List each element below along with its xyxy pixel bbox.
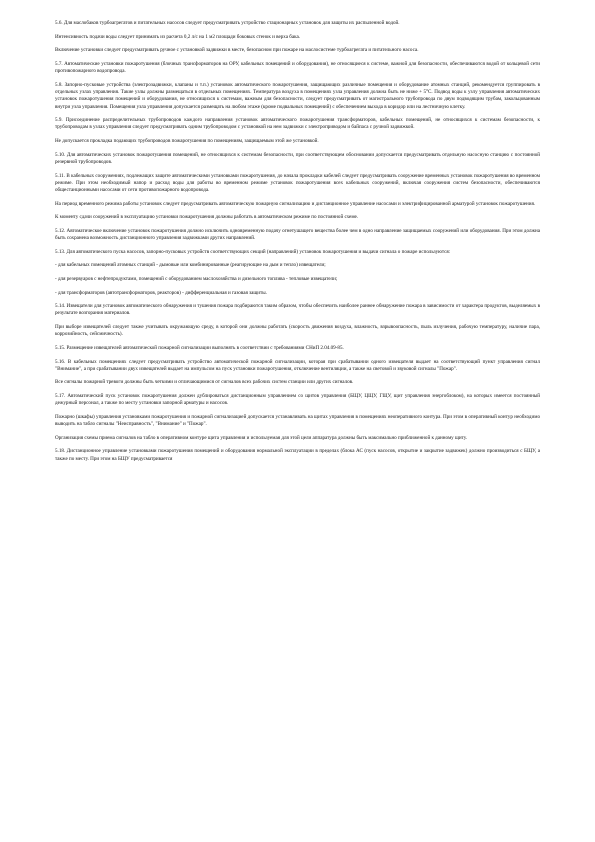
paragraph-5-10: 5.10. Для автоматических установок пожаротушения помещений, не относящихся к системам безопасности, при соответствующем обосновании допускается предусматривать отдельную насосную станцию с постоянной резервной трубопроводов. xyxy=(55,151,540,165)
paragraph-5-13: 5.13. Для автоматического пуска насосов, запорно-пусковых устройств соответствующих секций (направлений) установок пожаротушения и выдачи сигнала о пожаре используются: xyxy=(55,248,451,255)
paragraph-5-18: 5.18. Дистанционное управление установками пожаротушения помещений и оборудования нормальной эксплуатации в пределах (блока АС (пуск насосов, открытие и закрытие задвижек) должно производиться с БЩУ, а также по месту. При этом на БЩУ предусматривается xyxy=(55,448,540,462)
paragraph-temporary-mode: На период временного режима работы установок следует предусматривать автоматическую пожарную сигнализацию и дистанционное управление насосами и электрифицированной арматурой установок пожаротушения. xyxy=(55,200,536,207)
paragraph-detector-environment: При выборе извещателей следует также учитывать окружающую среду, в которой они должны работать (скорость движения воздуха, влажность, взрывоопасность, пыль излучения, рабочую температуру, наличие пара, коррозийность, сейсмичность). xyxy=(55,324,540,338)
list-item-oil-tanks: - для резервуаров с нефтепродуктами, помещений с оборудованием маслохозяйства и дизельного топлива - тепловые извещатели; xyxy=(55,275,338,282)
paragraph-intensity: Интенсивность подачи воды следует принимать из расчета 0,2 л/с на 1 м2 площади боковых стенок и верха бака. xyxy=(55,33,301,40)
paragraph-signal-scheme: Организация схемы приема сигналов на табло в оперативном контуре щита управления и используемая для этой цели аппаратура должны быть максимально приближенной к данному щиту. xyxy=(55,434,468,441)
paragraph-5-14: 5.14. Извещатели для установок автоматического обнаружения и тушения пожара подбираются таким образом, чтобы обеспечить наиболее раннее обнаружение пожара в зависимости от характера продуктов, выделяемых в результате возгорания материалов. xyxy=(55,303,540,317)
paragraph-5-6: 5.6. Для маслобаков турбоагрегатов и питательных насосов следует предусматривать устройство стационарных установок для защиты их распыленной водой. xyxy=(55,20,400,26)
paragraph-alarm-signals: Все сигналы пожарной тревоги должны быть четкими и отличающимися от сигналов всех рабочих систем станции или других сигналов. xyxy=(55,379,354,386)
paragraph-5-11: 5.11. В кабельных сооружениях, подлежащих защите автоматическими установками пожаротушения, до начала прокладки кабелей следует предусматривать сооружение временных установок пожаротушения во временном режиме. При этом необходимый напор и расход воды для работы во временном режиме установок пожаротушения всех кабельных сооружений, включая сооружения систем безопасности, обеспечиваются общестанционными насосами от сети противопожарного водопровода. xyxy=(55,172,540,194)
list-item-transformers: - для трансформаторов (автотрансформаторов, реакторов) - дифференциальная и газовая защиты. xyxy=(55,289,267,296)
list-item-cable-rooms: - для кабельных помещений атомных станций - дымовые или комбинированные (реагирующие на дым и тепло) извещатели; xyxy=(55,262,326,269)
paragraph-no-pipes: Не допускается прокладка подающих трубопроводов пожаротушения по помещениям, защищаемым этой же установкой. xyxy=(55,138,319,145)
paragraph-control-panels: Пожарно (шкафы) управления установками пожаротушения и пожарной сигнализацией допускается устанавливать на щитах управления в помещениях неоперативного контура. При этом в оперативный контур необходимо выводить на табло сигналы "Неисправность", "Внимание" и "Пожар". xyxy=(55,413,540,428)
paragraph-5-7: 5.7. Автоматические установки пожаротушения (блочных трансформаторов на ОРУ, кабельных помещений и оборудования), не относящиеся к системе, важной для безопасности, обеспечиваются водой от кольцевой сети противопожарного водопровода. xyxy=(55,60,540,75)
paragraph-5-17: 5.17. Автоматический пуск установок пожаротушения должен дублироваться дистанционным управлением со щитов управления (БЩУ, ЦЩУ, ГЩУ, щит управления энергоблоком), на которых имеется постоянный дежурный персонал, а также по месту установки запорной арматуры и насосов. xyxy=(55,393,540,407)
paragraph-5-12: 5.12. Автоматическое включение установок пожаротушения должно исключить одновременную подачу огнетушащего вещества более чем в одно направление защищаемых сооружений или оборудования. При этом должна быть сохранена возможность дистанционного управления задвижками других направлений. xyxy=(55,227,540,242)
paragraph-5-8: 5.8. Запорно-пусковые устройства (электрозадвижки, клапаны и т.п.) установок автоматического пожаротушения, защищающих различные помещения и оборудование атомных станций, рекомендуется группировать в отдельных узлах управления. Такие узлы должны размещаться в отдельных помещениях. Температура воздуха в помещениях узла управления должна быть не ниже + 5°С. Подвод воды к узлу управления автоматических установок пожаротушения помещений и оборудования, не относящихся к системам, важным для безопасности, следует предусматривать от магистрального трубопровода по двум подводящим трубам, закольцованным внутри узла управления. Помещения узла управления допускается размещать на любом этаже (кроме подвальных помещений) с обеспечением выхода в коридор или на лестничную клетку. xyxy=(55,81,540,110)
paragraph-manual-start: Включение установки следует предусматривать ручное с установкой задвижки в месте, безопасном при пожаре на маслосистеме турбоагрегата и питательного насоса. xyxy=(55,47,419,54)
paragraph-5-9: 5.9. Присоединение распределительных трубопроводов каждого направления установок автоматического пожаротушения трансформаторов, кабельных помещений, не относящихся к системам безопасности, к трубопроводам в узлах управления следует предусматривать одним трубопроводом с установкой на нем задвижки с электроприводом и байпаса с ручной задвижкой. xyxy=(55,117,540,131)
document-page xyxy=(55,20,540,469)
paragraph-5-15: 5.15. Размещение извещателей автоматической пожарной сигнализации выполнять в соответствии с требованиями СНиП 2.04.09-85. xyxy=(55,344,344,351)
paragraph-commissioning: К моменту сдачи сооружений в эксплуатацию установки пожаротушения должны работать в автоматическом режиме по постоянной схеме. xyxy=(55,214,359,221)
paragraph-5-16: 5.16. В кабельных помещениях следует предусматривать устройство автоматической пожарной сигнализации, которая при срабатывании одного извещателя выдает на соответствующий пункт управления сигнал "Внимание", а при срабатывании двух извещателей выдает на импульсом на пуск установки пожаротушения, отключение вентиляции, а также на световой и звуковой сигналы "Пожар". xyxy=(55,358,540,372)
